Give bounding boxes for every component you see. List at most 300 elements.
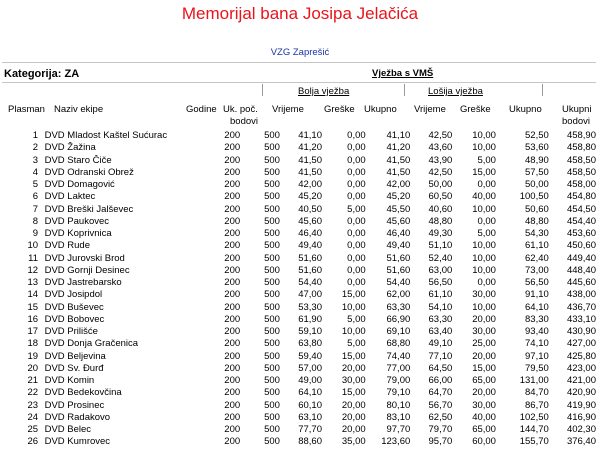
col-header-final-points-2: bodovi: [562, 116, 590, 127]
placement-cell: 10: [27, 240, 39, 252]
worse-errors-cell: 30,00: [472, 399, 496, 411]
age-points-cell: 200: [224, 154, 241, 166]
age-points-cell: 200: [224, 424, 241, 435]
better-total-cell: 66,90: [386, 313, 411, 325]
worse-time-cell: 54,10: [428, 301, 453, 313]
spacer-cell: [196, 265, 203, 277]
final-points-cell: 430,90: [566, 326, 596, 337]
spacer-cell: [196, 302, 203, 314]
better-time-cell: 49,00: [298, 375, 322, 386]
better-errors-cell: 10,00: [341, 326, 366, 337]
age-points-cell: 200: [224, 338, 241, 350]
better-total-cell: 42,00: [386, 179, 411, 190]
worse-errors-cell: 60,00: [472, 436, 496, 448]
team-name-cell: DVD Žažina: [44, 142, 96, 154]
better-errors-cell: 0,00: [347, 191, 366, 203]
final-points-cell: 450,60: [566, 240, 596, 252]
start-points-cell: 500: [264, 130, 280, 141]
table-row: [0, 424, 600, 436]
start-points-cell: 500: [264, 154, 280, 166]
spacer-cell: [196, 216, 203, 228]
better-errors-cell: 20,00: [341, 424, 366, 435]
col-header-start-points-2: bodovi: [230, 116, 258, 127]
worse-time-cell: 63,30: [428, 313, 453, 325]
start-points-cell: 500: [264, 252, 280, 264]
worse-errors-cell: 10,00: [472, 301, 496, 313]
spacer-cell: [196, 314, 203, 326]
final-points-cell: 449,40: [566, 252, 596, 264]
start-points-cell: 500: [264, 375, 280, 386]
better-time-cell: 41,50: [298, 166, 322, 178]
age-points-cell: 200: [224, 313, 241, 325]
better-errors-cell: 35,00: [341, 436, 366, 448]
spacer-cell: [196, 155, 203, 167]
spacer-cell: [196, 167, 203, 179]
team-name-cell: DVD Beljevina: [44, 350, 106, 362]
team-name-cell: DVD Prosinec: [44, 399, 105, 411]
worse-errors-cell: 30,00: [472, 289, 496, 301]
worse-errors-cell: 15,00: [472, 166, 496, 178]
age-points-cell: 200: [224, 203, 241, 215]
final-points-cell: 427,00: [566, 338, 596, 350]
start-points-cell: 500: [264, 326, 280, 337]
col-header-start-points: Uk. poč.: [223, 104, 258, 115]
worse-time-cell: 42,50: [428, 130, 453, 141]
worse-time-cell: 43,60: [428, 142, 453, 154]
group-separator: [542, 84, 543, 96]
start-points-cell: 500: [264, 411, 280, 423]
worse-total-cell: 74,10: [525, 338, 549, 350]
worse-errors-cell: 10,00: [472, 240, 496, 252]
worse-total-cell: 155,70: [519, 436, 549, 448]
better-total-cell: 46,40: [386, 228, 411, 239]
worse-errors-cell: 40,00: [472, 191, 496, 203]
start-points-cell: 500: [264, 142, 280, 154]
worse-errors-cell: 25,00: [472, 338, 496, 350]
spacer-cell: [196, 240, 203, 252]
worse-time-cell: 64,70: [428, 387, 453, 399]
age-points-cell: 200: [224, 362, 241, 374]
better-total-cell: 41,10: [386, 130, 411, 141]
table-row: [0, 142, 600, 154]
final-points-cell: 445,60: [566, 277, 596, 288]
worse-time-cell: 49,10: [428, 338, 453, 350]
worse-total-cell: 56,50: [525, 277, 549, 288]
team-name-cell: DVD Staro Čiče: [44, 154, 112, 166]
worse-total-cell: 52,50: [525, 130, 549, 141]
worse-total-cell: 50,00: [525, 179, 549, 190]
age-points-cell: 200: [224, 130, 241, 141]
spacer-cell: [196, 326, 203, 338]
team-name-cell: DVD Gornji Desinec: [44, 264, 130, 276]
worse-time-cell: 49,30: [428, 228, 453, 239]
start-points-cell: 500: [264, 399, 280, 411]
table-row: [0, 289, 600, 301]
better-total-cell: 41,20: [386, 142, 411, 154]
spacer-cell: [196, 412, 203, 424]
final-points-cell: 454,40: [566, 215, 596, 227]
worse-total-cell: 93,40: [525, 326, 549, 337]
age-points-cell: 200: [224, 179, 241, 190]
spacer-cell: [196, 387, 203, 399]
better-time-cell: 61,90: [298, 313, 322, 325]
better-errors-cell: 0,00: [347, 130, 366, 141]
worse-total-cell: 102,50: [519, 411, 549, 423]
worse-errors-cell: 0,00: [477, 179, 496, 190]
worse-total-cell: 79,50: [525, 362, 549, 374]
group-separator: [404, 84, 405, 96]
better-errors-cell: 30,00: [341, 375, 366, 386]
better-errors-cell: 10,00: [341, 301, 366, 313]
better-time-cell: 42,00: [298, 179, 322, 190]
worse-time-cell: 63,40: [428, 326, 453, 337]
worse-time-cell: 56,70: [428, 399, 453, 411]
placement-cell: 18: [27, 338, 39, 350]
better-total-cell: 41,50: [386, 154, 411, 166]
better-errors-cell: 5,00: [347, 338, 366, 350]
better-total-cell: 41,50: [386, 166, 411, 178]
worse-errors-cell: 10,00: [472, 203, 496, 215]
better-time-cell: 64,10: [298, 387, 322, 399]
age-points-cell: 200: [224, 375, 241, 386]
team-name-cell: DVD Bobovec: [44, 313, 105, 325]
worse-total-cell: 100,50: [519, 191, 549, 203]
better-total-cell: 68,80: [386, 338, 411, 350]
better-time-cell: 53,30: [298, 301, 322, 313]
placement-cell: 3: [32, 154, 39, 166]
spacer-cell: [196, 130, 203, 142]
start-points-cell: 500: [264, 313, 280, 325]
start-points-cell: 500: [264, 166, 280, 178]
start-points-cell: 500: [264, 289, 280, 301]
age-points-cell: 200: [224, 264, 241, 276]
final-points-cell: 416,90: [566, 411, 596, 423]
start-points-cell: 500: [264, 338, 280, 350]
better-errors-cell: 0,00: [347, 228, 366, 239]
worse-total-cell: 73,00: [525, 264, 549, 276]
organizer-label: VZG Zaprešić: [270, 47, 330, 58]
table-row: [0, 179, 600, 191]
placement-cell: 9: [32, 228, 39, 239]
worse-errors-cell: 5,00: [477, 228, 496, 239]
worse-errors-cell: 10,00: [472, 252, 496, 264]
age-points-cell: 200: [224, 326, 241, 337]
worse-errors-cell: 15,00: [472, 362, 496, 374]
team-name-cell: DVD Radakovo: [44, 411, 111, 423]
start-points-cell: 500: [264, 362, 280, 374]
worse-total-cell: 48,90: [525, 154, 549, 166]
team-name-cell: DVD Breški Jalševec: [44, 203, 134, 215]
age-points-cell: 200: [224, 436, 241, 448]
age-points-cell: 200: [224, 277, 241, 288]
team-name-cell: DVD Rude: [44, 240, 91, 252]
team-name-cell: DVD Josipdol: [44, 289, 103, 301]
better-time-cell: 57,00: [298, 362, 322, 374]
placement-cell: 12: [27, 264, 39, 276]
better-total-cell: 83,10: [386, 411, 411, 423]
worse-time-cell: 42,50: [428, 166, 453, 178]
spacer-cell: [196, 363, 203, 375]
table-row: [0, 338, 600, 350]
worse-time-cell: 66,00: [428, 375, 453, 386]
spacer-cell: [196, 338, 203, 350]
table-row: [0, 253, 600, 265]
final-points-cell: 454,50: [566, 203, 596, 215]
placement-cell: 21: [27, 375, 39, 386]
worse-total-cell: 144,70: [519, 424, 549, 435]
table-row: [0, 351, 600, 363]
better-time-cell: 63,80: [298, 338, 322, 350]
team-name-cell: DVD Komin: [44, 375, 95, 386]
table-row: [0, 155, 600, 167]
table-row: [0, 436, 600, 448]
worse-errors-cell: 30,00: [472, 326, 496, 337]
placement-cell: 24: [27, 411, 39, 423]
worse-total-cell: 83,30: [525, 313, 549, 325]
team-name-cell: DVD Kumrovec: [44, 436, 111, 448]
worse-total-cell: 53,60: [525, 142, 549, 154]
spacer-cell: [196, 204, 203, 216]
placement-cell: 2: [32, 142, 39, 154]
table-row: [0, 216, 600, 228]
better-errors-cell: 5,00: [347, 313, 366, 325]
final-points-cell: 419,90: [566, 399, 596, 411]
spacer-cell: [196, 436, 203, 448]
team-name-cell: DVD Bedekovčina: [44, 387, 122, 399]
category-divider: [2, 82, 596, 83]
better-time-cell: 41,20: [298, 142, 322, 154]
worse-time-cell: 64,50: [428, 362, 453, 374]
final-points-cell: 453,60: [566, 228, 596, 239]
team-name-cell: DVD Mladost Kaštel Sućurac: [44, 130, 168, 141]
better-time-cell: 46,40: [298, 228, 322, 239]
worse-time-cell: 51,10: [428, 240, 453, 252]
final-points-cell: 421,00: [566, 375, 596, 386]
better-time-cell: 88,60: [298, 436, 322, 448]
worse-errors-cell: 0,00: [477, 277, 496, 288]
better-time-cell: 41,50: [298, 154, 322, 166]
spacer-cell: [196, 142, 203, 154]
worse-total-cell: 62,40: [525, 252, 549, 264]
better-total-cell: 54,40: [386, 277, 411, 288]
worse-total-cell: 57,50: [525, 166, 549, 178]
placement-cell: 1: [32, 130, 39, 141]
better-errors-cell: 0,00: [347, 142, 366, 154]
better-errors-cell: 0,00: [347, 215, 366, 227]
age-points-cell: 200: [224, 252, 241, 264]
placement-cell: 5: [32, 179, 39, 190]
table-row: [0, 400, 600, 412]
worse-total-cell: 84,70: [525, 387, 549, 399]
placement-cell: 14: [27, 289, 39, 301]
better-time-cell: 45,20: [298, 191, 322, 203]
final-points-cell: 438,00: [566, 289, 596, 301]
worse-total-cell: 50,60: [525, 203, 549, 215]
start-points-cell: 500: [264, 191, 280, 203]
age-points-cell: 200: [224, 191, 241, 203]
better-time-cell: 59,10: [298, 326, 322, 337]
worse-time-cell: 79,70: [428, 424, 453, 435]
worse-errors-cell: 40,00: [472, 411, 496, 423]
team-name-cell: DVD Jastrebarsko: [44, 277, 122, 288]
worse-errors-cell: 65,00: [472, 424, 496, 435]
spacer-cell: [196, 375, 203, 387]
start-points-cell: 500: [264, 387, 280, 399]
placement-cell: 7: [32, 203, 39, 215]
team-name-cell: DVD Domagović: [44, 179, 115, 190]
better-total-cell: 51,60: [386, 264, 411, 276]
spacer-cell: [196, 400, 203, 412]
table-row: [0, 314, 600, 326]
final-points-cell: 448,40: [566, 264, 596, 276]
better-total-cell: 79,10: [386, 387, 411, 399]
age-points-cell: 200: [224, 215, 241, 227]
worse-errors-cell: 10,00: [472, 264, 496, 276]
better-errors-cell: 5,00: [347, 203, 366, 215]
better-time-cell: 60,10: [298, 399, 322, 411]
placement-cell: 22: [27, 387, 39, 399]
placement-cell: 13: [27, 277, 39, 288]
table-row: [0, 191, 600, 203]
better-errors-cell: 0,00: [347, 240, 366, 252]
team-name-cell: DVD Sv. Đurđ: [44, 362, 104, 374]
worse-errors-cell: 0,00: [477, 215, 496, 227]
placement-cell: 25: [27, 424, 39, 435]
worse-errors-cell: 5,00: [477, 154, 496, 166]
better-errors-cell: 15,00: [341, 387, 366, 399]
start-points-cell: 500: [264, 179, 280, 190]
team-name-cell: DVD Buševec: [44, 301, 104, 313]
better-time-cell: 63,10: [298, 411, 322, 423]
spacer-cell: [196, 424, 203, 436]
vms-group-header: Vježba s VMŠ: [372, 68, 434, 79]
better-total-cell: 62,00: [386, 289, 411, 301]
spacer-cell: [196, 228, 203, 240]
spacer-cell: [196, 253, 203, 265]
better-total-cell: 51,60: [386, 252, 411, 264]
better-time-cell: 41,10: [298, 130, 322, 141]
worse-time-cell: 95,70: [428, 436, 453, 448]
start-points-cell: 500: [264, 264, 280, 276]
worse-time-cell: 56,50: [428, 277, 453, 288]
final-points-cell: 458,00: [566, 179, 596, 190]
table-row: [0, 204, 600, 216]
better-errors-cell: 15,00: [341, 350, 366, 362]
start-points-cell: 500: [264, 424, 280, 435]
age-points-cell: 200: [224, 240, 241, 252]
better-total-cell: 74,40: [386, 350, 411, 362]
age-points-cell: 200: [224, 289, 241, 301]
table-row: [0, 412, 600, 424]
worse-total-cell: 61,10: [525, 240, 549, 252]
start-points-cell: 500: [264, 203, 280, 215]
better-exercise-header: Bolja vježba: [298, 86, 350, 97]
age-points-cell: 200: [224, 399, 241, 411]
worse-errors-cell: 10,00: [472, 130, 496, 141]
category-label: Kategorija: ZA: [4, 68, 80, 80]
final-points-cell: 420,90: [566, 387, 596, 399]
col-header-better-errors: Greške: [324, 104, 355, 115]
better-time-cell: 45,60: [298, 215, 322, 227]
final-points-cell: 454,80: [566, 191, 596, 203]
worse-time-cell: 48,80: [428, 215, 453, 227]
placement-cell: 17: [27, 326, 39, 337]
start-points-cell: 500: [264, 240, 280, 252]
results-table: [0, 130, 600, 449]
worse-time-cell: 50,00: [428, 179, 453, 190]
start-points-cell: 500: [264, 215, 280, 227]
better-total-cell: 79,00: [386, 375, 411, 386]
final-points-cell: 458,50: [566, 154, 596, 166]
final-points-cell: 402,30: [566, 424, 596, 435]
placement-cell: 23: [27, 399, 39, 411]
better-errors-cell: 20,00: [341, 362, 366, 374]
better-total-cell: 63,30: [386, 301, 411, 313]
better-time-cell: 40,50: [298, 203, 322, 215]
worse-total-cell: 54,30: [525, 228, 549, 239]
better-total-cell: 80,10: [386, 399, 411, 411]
final-points-cell: 425,80: [566, 350, 596, 362]
better-total-cell: 77,00: [386, 362, 411, 374]
age-points-cell: 200: [224, 142, 241, 154]
table-row: [0, 167, 600, 179]
start-points-cell: 500: [264, 301, 280, 313]
better-errors-cell: 0,00: [347, 264, 366, 276]
worse-time-cell: 43,90: [428, 154, 453, 166]
better-time-cell: 54,40: [298, 277, 322, 288]
age-points-cell: 200: [224, 411, 241, 423]
final-points-cell: 458,90: [566, 130, 596, 141]
final-points-cell: 423,00: [566, 362, 596, 374]
col-header-placement: Plasman: [8, 104, 45, 115]
spacer-cell: [196, 277, 203, 289]
worse-total-cell: 97,10: [525, 350, 549, 362]
placement-cell: 20: [27, 362, 39, 374]
placement-cell: 15: [27, 301, 39, 313]
better-total-cell: 45,20: [386, 191, 411, 203]
team-name-cell: DVD Belec: [44, 424, 92, 435]
worse-total-cell: 48,80: [525, 215, 549, 227]
worse-total-cell: 64,10: [525, 301, 549, 313]
better-total-cell: 49,40: [386, 240, 411, 252]
results-body: [0, 130, 600, 449]
placement-cell: 26: [27, 436, 39, 448]
final-points-cell: 433,10: [566, 313, 596, 325]
age-points-cell: 200: [224, 350, 241, 362]
age-points-cell: 200: [224, 301, 241, 313]
col-header-better-time: Vrijeme: [272, 104, 304, 115]
worse-time-cell: 40,60: [428, 203, 453, 215]
better-time-cell: 47,00: [298, 289, 322, 301]
better-errors-cell: 0,00: [347, 166, 366, 178]
page-title: Memorijal bana Josipa Jelačića: [181, 4, 419, 23]
worse-time-cell: 63,00: [428, 264, 453, 276]
better-errors-cell: 0,00: [347, 154, 366, 166]
team-name-cell: DVD Prilišće: [44, 326, 98, 337]
top-divider: [2, 62, 596, 63]
final-points-cell: 436,70: [566, 301, 596, 313]
worse-errors-cell: 20,00: [472, 313, 496, 325]
table-row: [0, 302, 600, 314]
table-row: [0, 240, 600, 252]
better-total-cell: 123,60: [381, 436, 411, 448]
better-total-cell: 69,10: [386, 326, 411, 337]
spacer-cell: [196, 191, 203, 203]
team-name-cell: DVD Paukovec: [44, 215, 110, 227]
team-name-cell: DVD Laktec: [44, 191, 96, 203]
better-total-cell: 45,50: [386, 203, 411, 215]
col-header-team: Naziv ekipe: [54, 104, 104, 115]
